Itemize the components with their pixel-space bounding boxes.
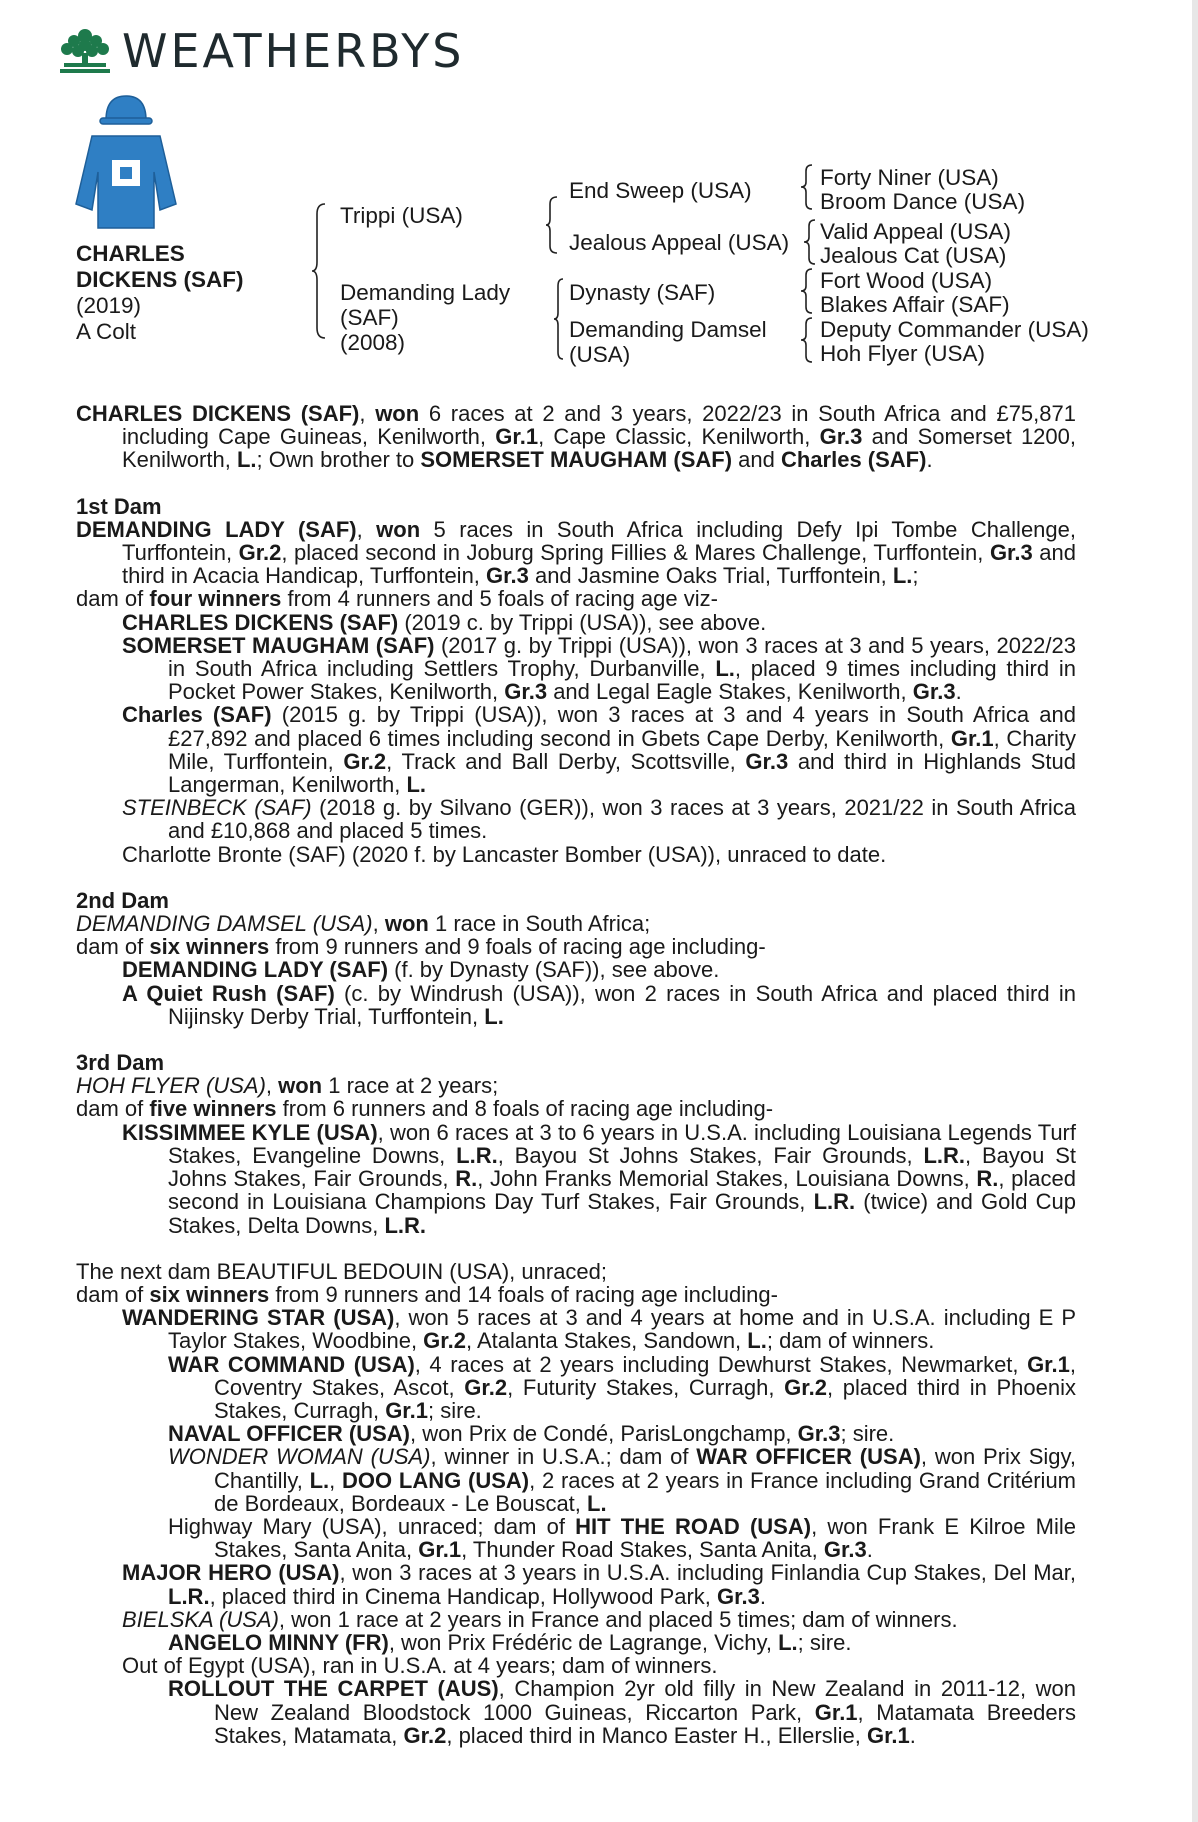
- pedigree-sire-dam: Jealous Appeal (USA): [569, 230, 790, 255]
- pedigree-brace-6: [800, 267, 814, 315]
- horse-year: (2019): [76, 293, 142, 318]
- first-dam-produce-5: Charlotte Bronte (SAF) (2020 f. by Lancaster Bomber (USA)), unraced to date.: [122, 841, 887, 867]
- first-dam-produce-3: Charles (SAF) (2015 g. by Trippi (USA)), won 3 races at 3 and 4 years in South Africa and £27,892 and placed 6 times including second in Gbets Cape Derby, Kenilworth, Gr.1, Charity Mile, Turffontein, Gr.2, Track and Ball Derby, Scottsville, Gr.3 and third in Highlands Stud Langerman, Kenilworth, L.: [122, 702, 1077, 798]
- pedigree-dam-line2: (SAF): [340, 305, 399, 330]
- next-dam-produce-wandering-star: WANDERING STAR (USA), won 5 races at 3 and 4 years at home and in U.S.A. including E P Taylor Stakes, Woodbine, Gr.2, Atalanta Stakes, Sandown, L.; dam of winners.: [122, 1305, 1077, 1354]
- pedigree-sdd: Jealous Cat (USA): [820, 243, 1007, 268]
- third-dam-heading: 3rd Dam: [76, 1050, 165, 1076]
- first-dam-paragraph: DEMANDING LADY (SAF), won 5 races in South Africa including Defy Ipi Tombe Challenge, Turffontein, Gr.2, placed second in Joburg Spring Fillies & Mares Challenge, Turffontein, Gr.3 and third in Acacia Handicap, Turffontein, Gr.3 and Jasmine Oaks Trial, Turffontein, L.;: [76, 516, 1077, 589]
- jockey-silks-icon: [70, 92, 180, 232]
- third-dam-produce-1: KISSIMMEE KYLE (USA), won 6 races at 3 to 6 years in U.S.A. including Louisiana Legends Turf Stakes, Evangeline Downs, L.R., Bayou St Johns Stakes, Fair Grounds, L.R., Bayou St Johns Stakes, Fair Grounds, R., John Franks Memorial Stakes, Louisiana Downs, R., placed second in Louisiana Champions Day Turf Stakes, Fair Grounds, L.R. (twice) and Gold Cup Stakes, Delta Downs, L.R.: [122, 1119, 1077, 1238]
- first-dam-heading: 1st Dam: [76, 493, 162, 519]
- third-dam-paragraph: HOH FLYER (USA), won 1 race at 2 years;: [76, 1073, 499, 1099]
- pedigree-notes: [76, 402, 1076, 1747]
- pedigree-sire-sire: End Sweep (USA): [569, 178, 752, 203]
- first-dam-produce-1: CHARLES DICKENS (SAF) (2019 c. by Trippi (USA)), see above.: [122, 609, 767, 635]
- second-dam-heading: 2nd Dam: [76, 887, 169, 913]
- pedigree-brace-7: [800, 316, 814, 364]
- next-dam-produce-bielska: BIELSKA (USA), won 1 race at 2 years in France and placed 5 times; dam of winners.: [122, 1606, 958, 1632]
- pedigree-dam-sire: Dynasty (SAF): [569, 280, 716, 305]
- next-dam-produce-angelo-minny: ANGELO MINNY (FR), won Prix Frédéric de Lagrange, Vichy, L.; sire.: [168, 1629, 852, 1655]
- second-dam-produce-2: A Quiet Rush (SAF) (c. by Windrush (USA)), won 2 races in South Africa and placed third in Nijinsky Derby Trial, Turffontein, L.: [122, 980, 1076, 1029]
- pedigree-sss: Forty Niner (USA): [820, 165, 999, 190]
- third-dam-produce-summary: dam of five winners from 6 runners and 8 foals of racing age including-: [76, 1096, 774, 1122]
- pedigree-dam-line1: Demanding Lady: [340, 280, 511, 305]
- horse-title: [76, 241, 244, 345]
- page-edge: [1192, 0, 1198, 1822]
- pedigree-dss: Fort Wood (USA): [820, 268, 993, 293]
- horse-sex: A Colt: [76, 319, 137, 344]
- next-dam-produce-highway-mary: Highway Mary (USA), unraced; dam of HIT THE ROAD (USA), won Frank E Kilroe Mile Stakes, Santa Anita, Gr.1, Thunder Road Stakes, Santa Anita, Gr.3.: [168, 1513, 1076, 1563]
- pedigree-dds: Deputy Commander (USA): [820, 317, 1089, 342]
- horse-name-line1: CHARLES: [76, 241, 185, 266]
- pedigree-dam-dam: [569, 317, 767, 367]
- brand-header: [58, 24, 465, 78]
- first-dam-produce-summary: dam of four winners from 4 runners and 5 foals of racing age viz-: [76, 586, 718, 612]
- first-dam-produce-4: STEINBECK (SAF) (2018 g. by Silvano (GER)), won 3 races at 3 years, 2021/22 in South Africa and £10,868 and placed 5 times.: [122, 795, 1076, 844]
- second-dam-produce-summary: dam of six winners from 9 runners and 9 foals of racing age including-: [76, 934, 766, 960]
- pedigree-brace-2: [545, 195, 559, 255]
- second-dam-paragraph: DEMANDING DAMSEL (USA), won 1 race in South Africa;: [76, 911, 651, 937]
- pedigree-dam-line3: (2008): [340, 330, 406, 355]
- pedigree-ssd: Broom Dance (USA): [820, 189, 1026, 214]
- next-dam-produce-war-command: WAR COMMAND (USA), 4 races at 2 years including Dewhurst Stakes, Newmarket, Gr.1, Coventry Stakes, Ascot, Gr.2, Futurity Stakes, Curragh, Gr.2, placed third in Phoenix Stakes, Curragh, Gr.1; sire.: [168, 1351, 1076, 1423]
- next-dam-produce-rollout-the-carpet: ROLLOUT THE CARPET (AUS), Champion 2yr old filly in New Zealand in 2011-12, won New Zealand Bloodstock 1000 Guineas, Riccarton Park, Gr.1, Matamata Breeders Stakes, Matamata, Gr.2, placed third in Manco Easter H., Ellerslie, Gr.1.: [168, 1676, 1077, 1748]
- first-dam-produce-2: SOMERSET MAUGHAM (SAF) (2017 g. by Trippi (USA)), won 3 races at 3 and 5 years, 2022/23 in South Africa including Settlers Trophy, Durbanville, L., placed 9 times including third in Pocket Power Stakes, Kenilworth, Gr.3 and Legal Eagle Stakes, Kenilworth, Gr.3.: [122, 632, 1077, 705]
- intro-paragraph: CHARLES DICKENS (SAF), won 6 races at 2 and 3 years, 2022/23 in South Africa and £75,871 including Cape Guineas, Kenilworth, Gr.1, Cape Classic, Kenilworth, Gr.3 and Somerset 1200, Kenilworth, L.; Own brother to SOMERSET MAUGHAM (SAF) and Charles (SAF).: [76, 401, 1077, 473]
- pedigree-ddd: Hoh Flyer (USA): [820, 341, 986, 366]
- pedigree-brace-5: [803, 218, 817, 266]
- next-dam-produce-major-hero: MAJOR HERO (USA), won 3 races at 3 years in U.S.A. including Finlandia Cup Stakes, Del Mar, L.R., placed third in Cinema Handicap, Hollywood Park, Gr.3.: [122, 1560, 1076, 1609]
- pedigree-sds: Valid Appeal (USA): [820, 219, 1011, 244]
- weatherbys-tree-logo-icon: [58, 27, 112, 75]
- brand-name: WEATHERBYS: [122, 24, 465, 78]
- pedigree-brace-4: [800, 163, 814, 211]
- pedigree-dsd: Blakes Affair (SAF): [820, 292, 1010, 317]
- pedigree-brace-1: [311, 202, 327, 340]
- next-dam-produce-out-of-egypt: Out of Egypt (USA), ran in U.S.A. at 4 years; dam of winners.: [122, 1653, 718, 1679]
- pedigree-sire: Trippi (USA): [340, 203, 463, 228]
- next-dam-paragraph: The next dam BEAUTIFUL BEDOUIN (USA), unraced;: [76, 1258, 608, 1284]
- horse-name-line2: DICKENS (SAF): [76, 267, 244, 292]
- next-dam-produce-naval-officer: NAVAL OFFICER (USA), won Prix de Condé, ParisLongchamp, Gr.3; sire.: [168, 1421, 895, 1447]
- next-dam-produce-wonder-woman: WONDER WOMAN (USA), winner in U.S.A.; dam of WAR OFFICER (USA), won Prix Sigy, Chantilly, L., DOO LANG (USA), 2 races at 2 years in France including Grand Critérium de Bordeaux, Bordeaux - Le Bouscat, L.: [168, 1444, 1077, 1516]
- pedigree-dam-dam-line1: Demanding Damsel: [569, 317, 767, 342]
- pedigree-dam-dam-line2: (USA): [569, 342, 631, 367]
- second-dam-produce-1: DEMANDING LADY (SAF) (f. by Dynasty (SAF)), see above.: [122, 957, 720, 983]
- next-dam-produce-summary: dam of six winners from 9 runners and 14 foals of racing age including-: [76, 1281, 778, 1307]
- pedigree-brace-3: [553, 277, 565, 361]
- pedigree-dam: [340, 280, 510, 355]
